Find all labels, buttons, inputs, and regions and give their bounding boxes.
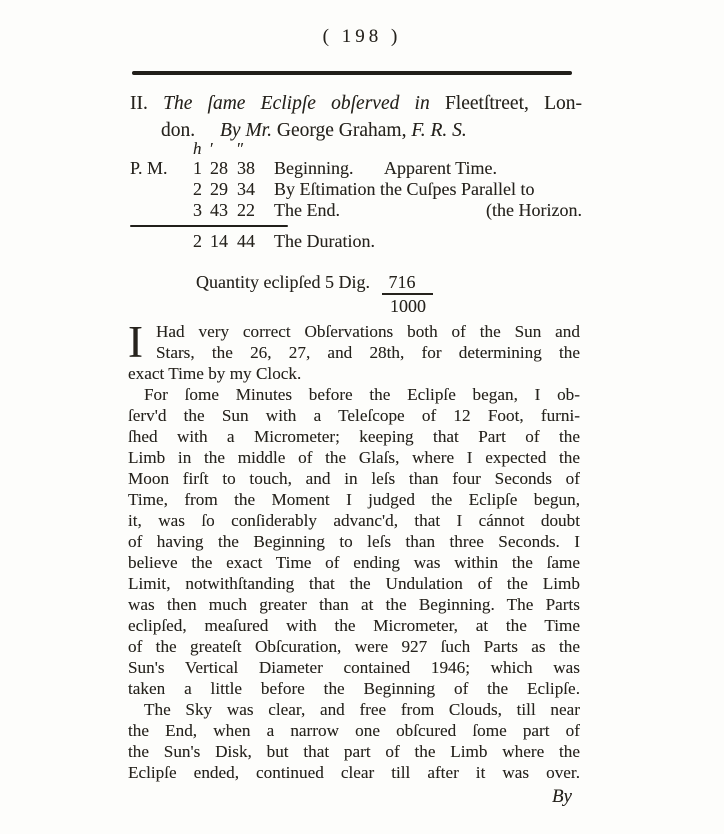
seconds-value: 22: [237, 200, 255, 220]
text-line: was then much greater than at the Beginning. The Parts: [128, 595, 580, 614]
minutes-value: 29: [210, 179, 228, 199]
text-line: Time, from the Moment I judged the Eclipſe begun,: [128, 490, 580, 509]
catchword: By: [551, 786, 572, 807]
hours-value: 1: [193, 158, 202, 178]
time-table: [130, 139, 582, 252]
event-label: The Duration.: [274, 231, 375, 251]
author-name: George Graham,: [276, 120, 407, 141]
row-description: [267, 179, 582, 200]
text-line: of having the Beginning to leſs than three Seconds. I: [128, 532, 580, 551]
text-line: believe the exact Time of ending was within the ſame: [128, 553, 580, 572]
minutes-value: 28: [210, 158, 228, 178]
seconds-value: 44: [237, 231, 255, 251]
text-line: eclipſed, meaſured with the Micrometer, at the Time: [128, 616, 580, 635]
hours-value: 2: [193, 179, 202, 199]
row-description: [267, 200, 582, 221]
text-line: taken a little before the Beginning of the Eclipſe.: [128, 679, 580, 698]
paragraph-1: [128, 317, 580, 384]
title-italic-segment: The ſame Eclipſe obſerved in: [163, 93, 430, 114]
text-line: Moon firſt to touch, and in leſs than four Seconds of: [128, 469, 580, 488]
event-label: Beginning.: [274, 158, 354, 178]
article-number: II.: [130, 93, 148, 114]
text-line: ſerv'd the Sun with a Teleſcope of 12 Foot, furni-: [128, 406, 580, 425]
hours-value: 2: [193, 231, 202, 251]
fraction-numerator: 716: [382, 272, 433, 295]
article-title: [130, 90, 582, 144]
hours-value: 3: [193, 200, 202, 220]
text-line: Sun's Vertical Diameter contained 1946; which was: [128, 658, 580, 677]
title-roman-segment: don.: [161, 120, 196, 141]
drop-cap: I: [128, 317, 143, 367]
table-row-duration: [130, 231, 582, 252]
meridian-label: P. M.: [130, 158, 168, 178]
author-byline: By Mr.: [220, 120, 272, 141]
quantity-line: [196, 272, 433, 316]
text-line: Eclipſe ended, continued clear till after it was over.: [128, 763, 580, 782]
sum-rule: [130, 225, 288, 227]
table-units-row: [130, 139, 582, 158]
event-label: By Eſtimation the Cuſpes Parallel to: [274, 179, 535, 199]
text-line: For ſome Minutes before the Eclipſe began, I ob-: [144, 385, 580, 404]
table-row-estimation: [130, 179, 582, 200]
event-label: The End.: [274, 200, 340, 220]
paragraph-3: [128, 699, 580, 783]
table-row-beginning: [130, 158, 582, 179]
quantity-label: Quantity eclipſed 5 Dig.: [196, 272, 370, 292]
divider-rule: [132, 71, 572, 75]
page-number: ( 198 ): [322, 26, 402, 47]
text-line: the Sun's Disk, but that part of the Limb where the: [128, 742, 580, 761]
title-roman-segment: Fleetſtreet, Lon-: [444, 93, 582, 114]
title-line-1: [130, 90, 582, 117]
seconds-value: 38: [237, 158, 255, 178]
text-line: of the greateſt Obſcuration, were 927 ſuch Parts as the: [128, 637, 580, 656]
body-text: [128, 317, 580, 783]
row-description: [267, 231, 582, 252]
horizon-note: (the Horizon.: [486, 200, 582, 220]
fraction: [382, 272, 433, 316]
hours-unit: h: [193, 139, 202, 158]
text-line: the End, when a narrow one obſcured ſome part of: [128, 721, 580, 740]
minutes-value: 43: [210, 200, 228, 220]
fraction-denominator: 1000: [389, 296, 426, 316]
text-line: Limb in the middle of the Glaſs, where I expected the: [128, 448, 580, 467]
seconds-value: 34: [237, 179, 255, 199]
time-basis-note: Apparent Time.: [384, 158, 498, 178]
table-row-end: [130, 200, 582, 221]
row-description: [267, 158, 582, 179]
text-line: Stars, the 26, 27, and 28th, for determining the: [156, 343, 580, 362]
minutes-unit: ′: [210, 139, 214, 158]
paragraph-2: [128, 384, 580, 699]
author-honorific: F. R. S.: [411, 120, 467, 141]
text-line: The Sky was clear, and free from Clouds, till near: [144, 700, 580, 719]
text-line: ſhed with a Micrometer; keeping that Part of the: [128, 427, 580, 446]
seconds-unit: ″: [237, 139, 245, 158]
text-line: exact Time by my Clock.: [128, 364, 302, 383]
text-line: it, was ſo conſiderably advanc'd, that I cánnot doubt: [128, 511, 580, 530]
text-line: Limit, notwithſtanding that the Undulation of the Limb: [128, 574, 580, 593]
minutes-value: 14: [210, 231, 228, 251]
text-line: Had very correct Obſervations both of the Sun and: [156, 322, 580, 341]
